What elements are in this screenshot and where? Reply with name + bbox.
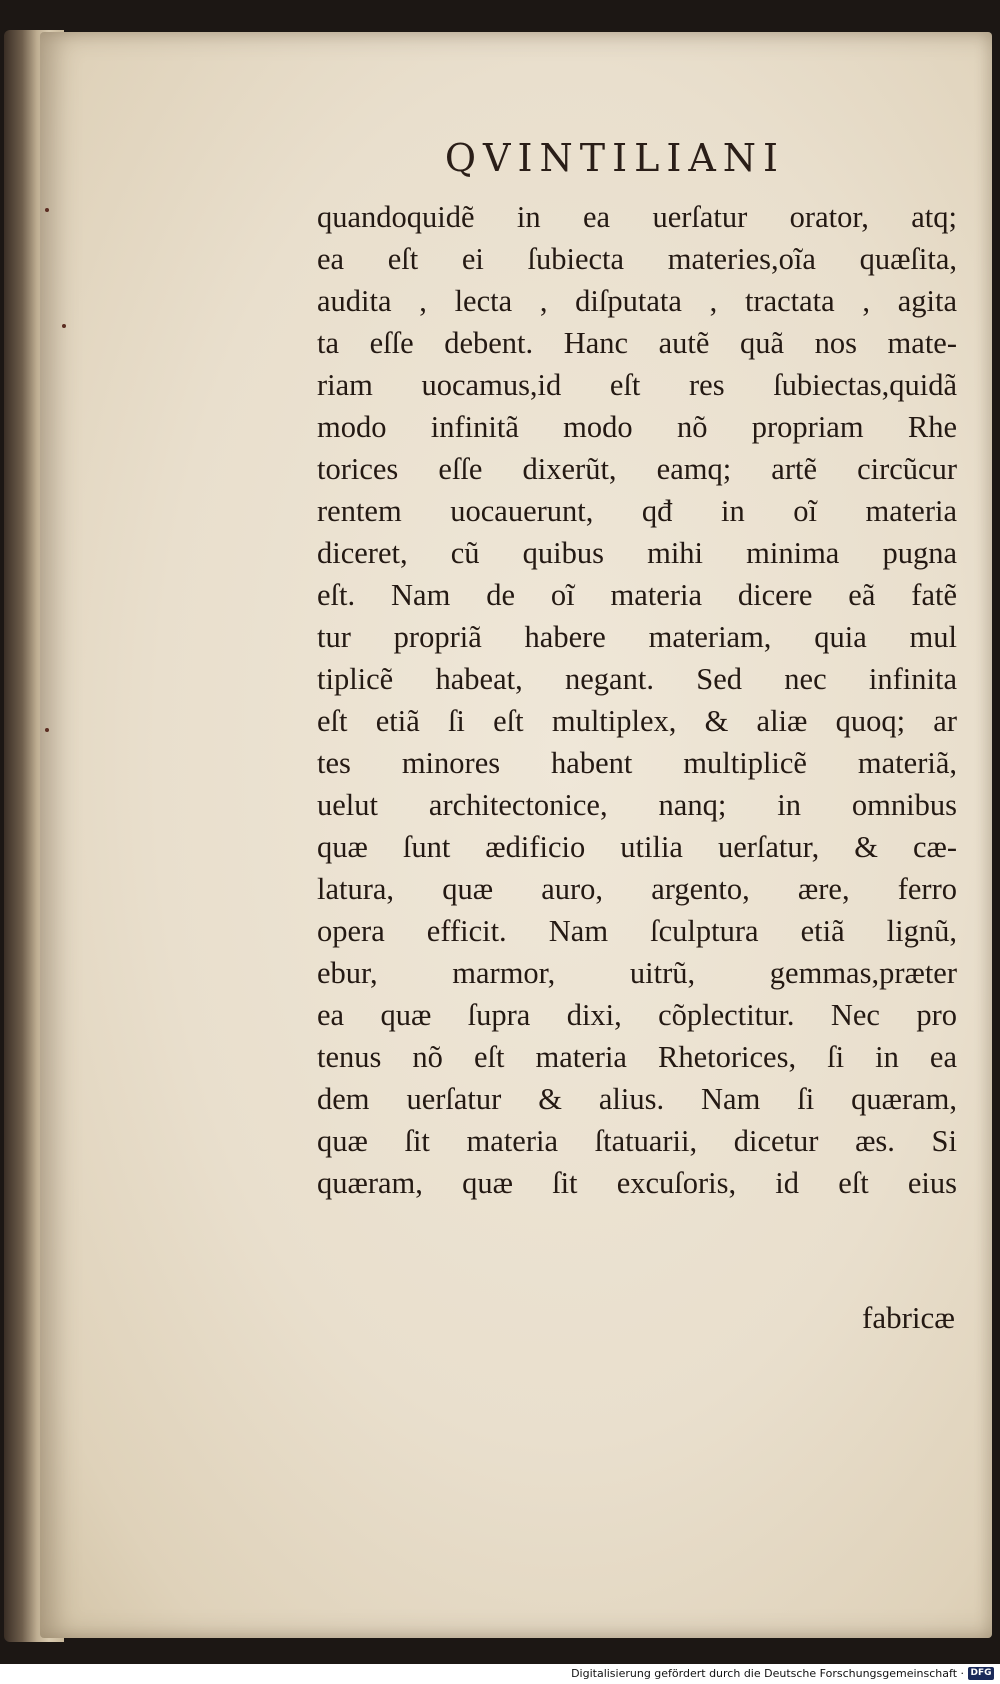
text-line: eſt etiã ſi eſt multiplex, & aliæ quoq; ar [317,704,957,738]
footer-credit: Digitalisierung gefördert durch die Deutsche Forschungsgemeinschaft · [571,1667,964,1680]
text-line: diceret, cũ quibus mihi minima pugna [317,536,957,570]
gutter-mark [45,728,49,732]
text-line: opera efficit. Nam ſculptura etiã lignũ, [317,914,957,948]
text-line: rentem uocauerunt, qđ in oĩ materia [317,494,957,528]
footer [0,1664,1000,1684]
text-line: quæ ſunt ædificio utilia uerſatur, & cæ- [317,830,957,864]
text-line: latura, quæ auro, argento, ære, ferro [317,872,957,906]
catchword: fabricæ [862,1300,955,1335]
gutter-mark [45,208,49,212]
running-head: QVINTILIANI [444,136,786,180]
text-line: uelut architectonice, nanq; in omnibus [317,788,957,822]
text-line: torices eſſe dixerũt, eamq; artẽ circũcur [317,452,957,486]
text-line: ea quæ ſupra dixi, cõplectitur. Nec pro [317,998,957,1032]
text-line: ebur, marmor, uitrũ, gemmas,præter [317,956,957,990]
gutter-mark [62,324,66,328]
text-block [317,196,957,1204]
dfg-logo-icon: DFG [968,1667,994,1680]
text-line: tenus nõ eſt materia Rhetorices, ſi in ea [317,1040,957,1074]
text-line: ta eſſe debent. Hanc autẽ quã nos mate- [317,326,957,360]
text-line: dem uerſatur & alius. Nam ſi quæram, [317,1082,957,1116]
text-line: quandoquidẽ in ea uerſatur orator, atq; [317,200,957,234]
text-line: modo infinitã modo nõ propriam Rhe [317,410,957,444]
text-line: tes minores habent multiplicẽ materiã, [317,746,957,780]
text-line: riam uocamus,id eſt res ſubiectas,quidã [317,368,957,402]
text-line: quæ ſit materia ſtatuarii, dicetur æs. Si [317,1124,957,1158]
text-line: tiplicẽ habeat, negant. Sed nec infinita [317,662,957,696]
text-line: eſt. Nam de oĩ materia dicere eã fatẽ [317,578,957,612]
text-line: ea eſt ei ſubiecta materies,oĩa quæſita, [317,242,957,276]
text-line: quæram, quæ ſit excuſoris, id eſt eius [317,1166,957,1200]
text-line: audita , lecta , diſputata , tractata , agita [317,284,957,318]
text-line: tur propriã habere materiam, quia mul [317,620,957,654]
